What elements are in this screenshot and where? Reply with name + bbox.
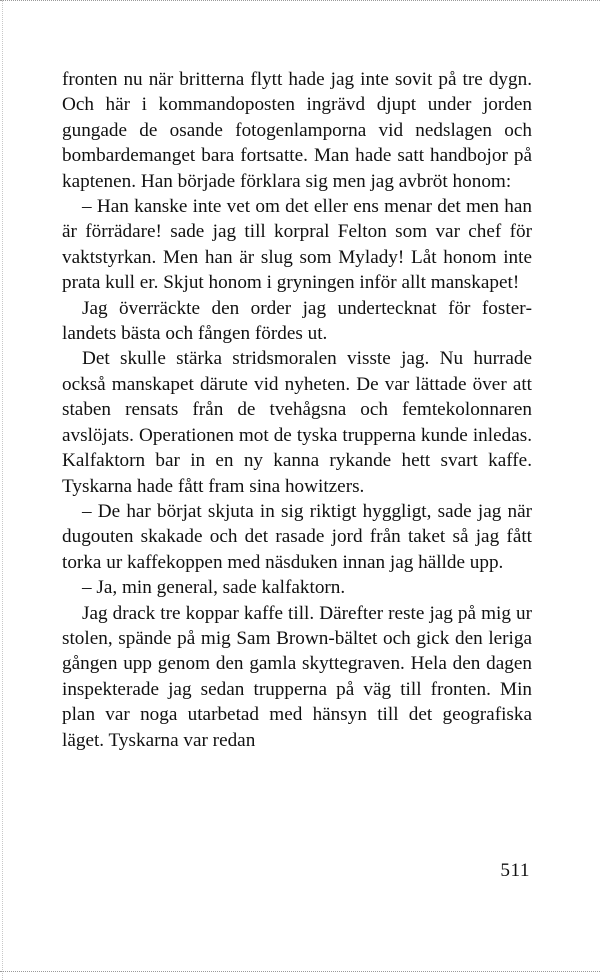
paragraph-5-dialogue: – De har börjat skjuta in sig riktigt hyggligt, sade jag när dugouten skakade och det rasade jord från taket så jag fått torka ur kaffekoppen med näsduken innan jag hällde upp. bbox=[62, 500, 532, 573]
paragraph-6-dialogue: – Ja, min general, sade kalfaktorn. bbox=[82, 577, 346, 599]
scan-edge-bottom bbox=[0, 969, 600, 972]
scan-edge-left bbox=[2, 0, 4, 980]
page-number: 511 bbox=[500, 860, 530, 881]
page-body bbox=[62, 67, 532, 753]
paragraph-4: Det skulle stärka stridsmoralen visste jag. Nu hurrade också manskapet därute vid nyheten. De var lättade över att staben rensats från de tvehågsna och femtekolonnaren avslöjats. Operationen mot de tyska trupperna kunde inledas. Kalfaktorn bar in en ny kanna rykande hett svart kaffe. Tyskarna hade fått fram sina howitzers. bbox=[62, 348, 532, 497]
paragraph-2-dialogue: – Han kanske inte vet om det eller ens menar det men han är förrädare! sade jag till korpral Felton som var chef för vaktstyrkan. Men han är slug som Mylady! Låt honom inte prata kull er. Skjut honom i gryningen inför allt manskapet! bbox=[62, 196, 532, 294]
paragraph-1: fronten nu när britterna flytt hade jag inte sovit på tre dygn. Och här i kommandoposten ingrävd djupt under jorden gungade de osande fotogenlamporna vid nedslagen och bombardemanget bara fortsatte. Man hade satt handbojor på kaptenen. Han började förklara sig men jag avbröt honom: bbox=[62, 69, 532, 192]
scan-edge-top bbox=[0, 0, 600, 3]
paragraph-3: Jag överräckte den order jag undertecknat för fosterlandets bästa och fången fördes ut. bbox=[62, 297, 532, 345]
paragraph-7: Jag drack tre koppar kaffe till. Därefter reste jag på mig ur stolen, spände på mig Sam Brown-bältet och gick den leriga gången upp genom den gamla skyttegraven. Hela den dagen inspekterade jag sedan trupperna på väg till fronten. Min plan var noga utarbetad med hänsyn till det geografiska läget. Tyskarna var redan bbox=[62, 602, 532, 751]
